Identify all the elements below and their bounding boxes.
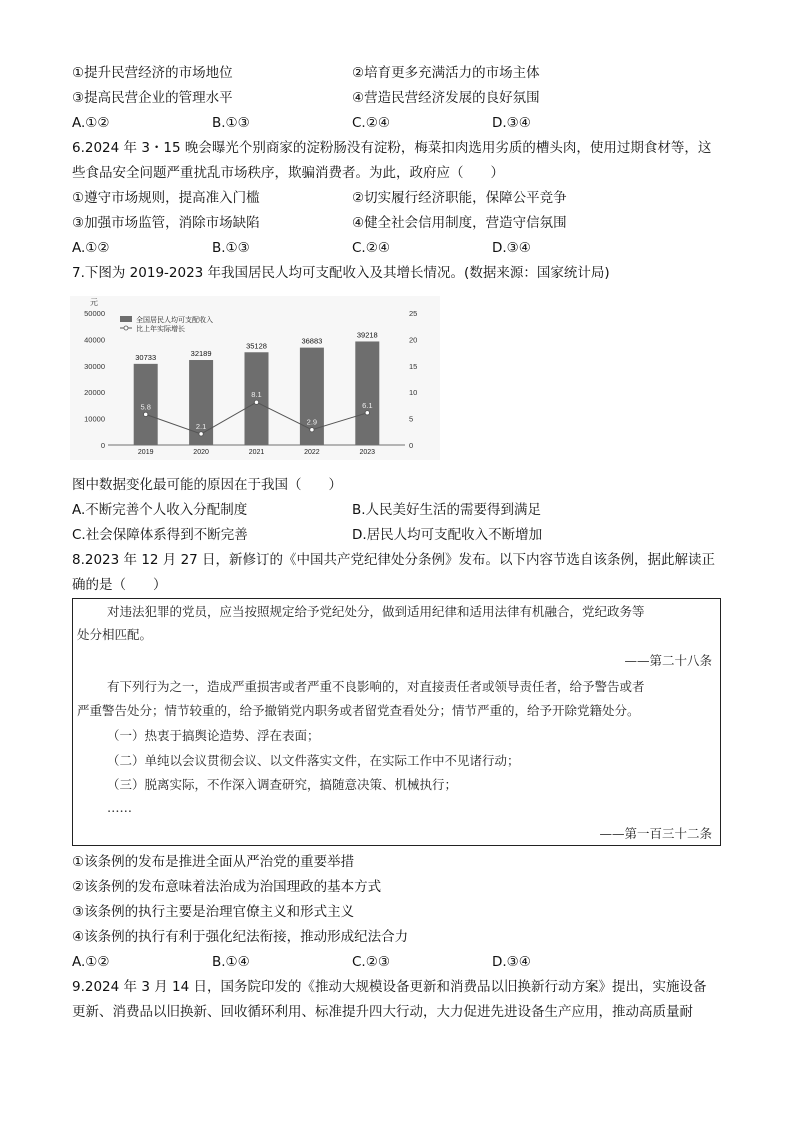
growth-point bbox=[144, 412, 148, 416]
right-tick-label: 10 bbox=[409, 388, 418, 398]
q7-option-a: A.不断完善个人收入分配制度 bbox=[72, 502, 248, 518]
legend-line-marker bbox=[124, 326, 128, 330]
excerpt-article132-line-2: 严重警告处分；情节较重的，给予撤销党内职务或者留党查看处分；情节严重的，给予开除党籍处分。 bbox=[77, 703, 640, 718]
growth-value-label: 5.8 bbox=[140, 402, 151, 412]
q6-option-a: A.①② bbox=[72, 240, 110, 256]
right-tick-label: 20 bbox=[409, 335, 418, 345]
q5-option-b: B.①③ bbox=[212, 115, 250, 131]
bar-value-label: 36883 bbox=[301, 336, 323, 346]
growth-value-label: 8.1 bbox=[251, 390, 262, 400]
q8-statement-1: ①该条例的发布是推进全面从严治党的重要举措 bbox=[72, 854, 355, 870]
q8-stem-line-2: 确的是（ ） bbox=[72, 577, 167, 593]
excerpt-item-2: （二）单纯以会议贯彻会议、以文件落实文件，在实际工作中不见诸行动； bbox=[107, 753, 520, 768]
q6-stem-line-2: 些食品安全问题严重扰乱市场秩序，欺骗消费者。为此，政府应（ ） bbox=[72, 165, 504, 181]
q6-option-b: B.①③ bbox=[212, 240, 250, 256]
growth-value-label: 6.1 bbox=[362, 400, 373, 410]
q8-statement-3: ③该条例的执行主要是治理官僚主义和形式主义 bbox=[72, 904, 355, 920]
left-tick-label: 30000 bbox=[84, 361, 105, 371]
q8-option-c: C.②③ bbox=[352, 954, 390, 970]
excerpt-article28-line-2: 处分相匹配。 bbox=[77, 627, 153, 642]
q5-statement-3: ③提高民营企业的管理水平 bbox=[72, 90, 233, 106]
left-tick-label: 40000 bbox=[84, 335, 105, 345]
q5-option-a: A.①② bbox=[72, 115, 110, 131]
x-tick-label: 2020 bbox=[193, 449, 209, 456]
legend-bar-swatch bbox=[120, 316, 132, 322]
q8-statement-4: ④该条例的执行有利于强化纪法衔接，推动形成纪法合力 bbox=[72, 929, 409, 945]
growth-value-label: 2.9 bbox=[306, 417, 318, 427]
chart-left-unit: 元 bbox=[90, 298, 98, 307]
q8-option-b: B.①④ bbox=[212, 954, 250, 970]
income-chart bbox=[70, 296, 440, 460]
regulation-excerpt-box bbox=[72, 598, 721, 846]
q7-question: 图中数据变化最可能的原因在于我国（ ） bbox=[72, 477, 342, 493]
q8-statement-2: ②该条例的发布意味着法治成为治国理政的基本方式 bbox=[72, 879, 382, 895]
right-tick-label: 25 bbox=[409, 309, 418, 318]
x-tick-label: 2023 bbox=[359, 449, 376, 456]
x-tick-label: 2019 bbox=[137, 449, 154, 456]
left-tick-label: 50000 bbox=[84, 309, 105, 318]
q6-stem-line-1: 6.2024 年 3・15 晚会曝光个别商家的淀粉肠没有淀粉，梅菜扣肉选用劣质的槽头肉，使用过期食材等，这 bbox=[72, 140, 712, 156]
q6-statement-2: ②切实履行经济职能，保障公平竞争 bbox=[352, 190, 567, 206]
q5-statement-4: ④营造民营经济发展的良好氛围 bbox=[352, 90, 540, 106]
legend-bar-label: 全国居民人均可支配收入 bbox=[136, 317, 213, 324]
q6-statement-1: ①遵守市场规则，提高准入门槛 bbox=[72, 190, 260, 206]
q7-option-d: D.居民人均可支配收入不断增加 bbox=[352, 527, 543, 543]
excerpt-source-article28: ——第二十八条 bbox=[624, 653, 712, 668]
q6-statement-3: ③加强市场监管，消除市场缺陷 bbox=[72, 215, 260, 231]
growth-point bbox=[199, 432, 203, 436]
growth-point bbox=[365, 411, 369, 415]
growth-point bbox=[254, 400, 258, 404]
q6-statement-4: ④健全社会信用制度，营造守信氛围 bbox=[352, 215, 567, 231]
q5-statement-2: ②培育更多充满活力的市场主体 bbox=[352, 65, 540, 81]
q7-stem: 7.下图为 2019-2023 年我国居民人均可支配收入及其增长情况。(数据来源：国家统计局) bbox=[72, 265, 610, 281]
bar-value-label: 35128 bbox=[246, 341, 267, 351]
x-tick-label: 2022 bbox=[304, 449, 320, 456]
legend-line-label: 比上年实际增长 bbox=[136, 326, 185, 333]
q7-option-c: C.社会保障体系得到不断完善 bbox=[72, 527, 248, 543]
excerpt-source-article132: ——第一百三十二条 bbox=[599, 826, 712, 841]
q8-option-d: D.③④ bbox=[492, 954, 531, 970]
q7-option-b: B.人民美好生活的需要得到满足 bbox=[352, 502, 542, 518]
left-tick-label: 10000 bbox=[84, 414, 105, 424]
right-tick-label: 15 bbox=[409, 361, 418, 371]
excerpt-item-3: （三）脱离实际，不作深入调查研究，搞随意决策、机械执行； bbox=[107, 777, 458, 792]
q5-option-c: C.②④ bbox=[352, 115, 390, 131]
excerpt-article132-line-1: 有下列行为之一，造成严重损害或者严重不良影响的，对直接责任者或领导责任者，给予警告或者 bbox=[107, 679, 645, 694]
bar-value-label: 32189 bbox=[190, 349, 212, 359]
excerpt-article28-line-1: 对违法犯罪的党员，应当按照规定给予党纪处分，做到适用纪律和适用法律有机融合，党纪政务等 bbox=[107, 604, 645, 619]
excerpt-ellipsis: …… bbox=[107, 800, 132, 815]
q9-stem-line-2: 更新、消费品以旧换新、回收循环利用、标准提升四大行动，大力促进先进设备生产应用，推动高质量耐 bbox=[72, 1004, 693, 1020]
q6-option-d: D.③④ bbox=[492, 240, 531, 256]
q8-option-a: A.①② bbox=[72, 954, 110, 970]
q5-statement-1: ①提升民营经济的市场地位 bbox=[72, 65, 233, 81]
bar-value-label: 30733 bbox=[135, 352, 157, 362]
income-bar bbox=[355, 341, 379, 445]
left-tick-label: 0 bbox=[100, 441, 105, 450]
x-tick-label: 2021 bbox=[248, 449, 265, 456]
bar-value-label: 39218 bbox=[356, 330, 378, 340]
right-tick-label: 0 bbox=[409, 441, 414, 450]
left-tick-label: 20000 bbox=[84, 388, 105, 398]
q9-stem-line-1: 9.2024 年 3 月 14 日，国务院印发的《推动大规模设备更新和消费品以旧换新行动方案》提出，实施设备 bbox=[72, 979, 707, 995]
growth-point bbox=[310, 427, 314, 431]
q5-option-d: D.③④ bbox=[492, 115, 531, 131]
right-tick-label: 5 bbox=[409, 414, 414, 424]
q8-stem-line-1: 8.2023 年 12 月 27 日，新修订的《中国共产党纪律处分条例》发布。以下内容节选自该条例，据此解读正 bbox=[72, 552, 716, 568]
growth-value-label: 2.1 bbox=[195, 421, 207, 431]
excerpt-item-1: （一）热衷于搞舆论造势、浮在表面； bbox=[107, 728, 320, 743]
q6-option-c: C.②④ bbox=[352, 240, 390, 256]
